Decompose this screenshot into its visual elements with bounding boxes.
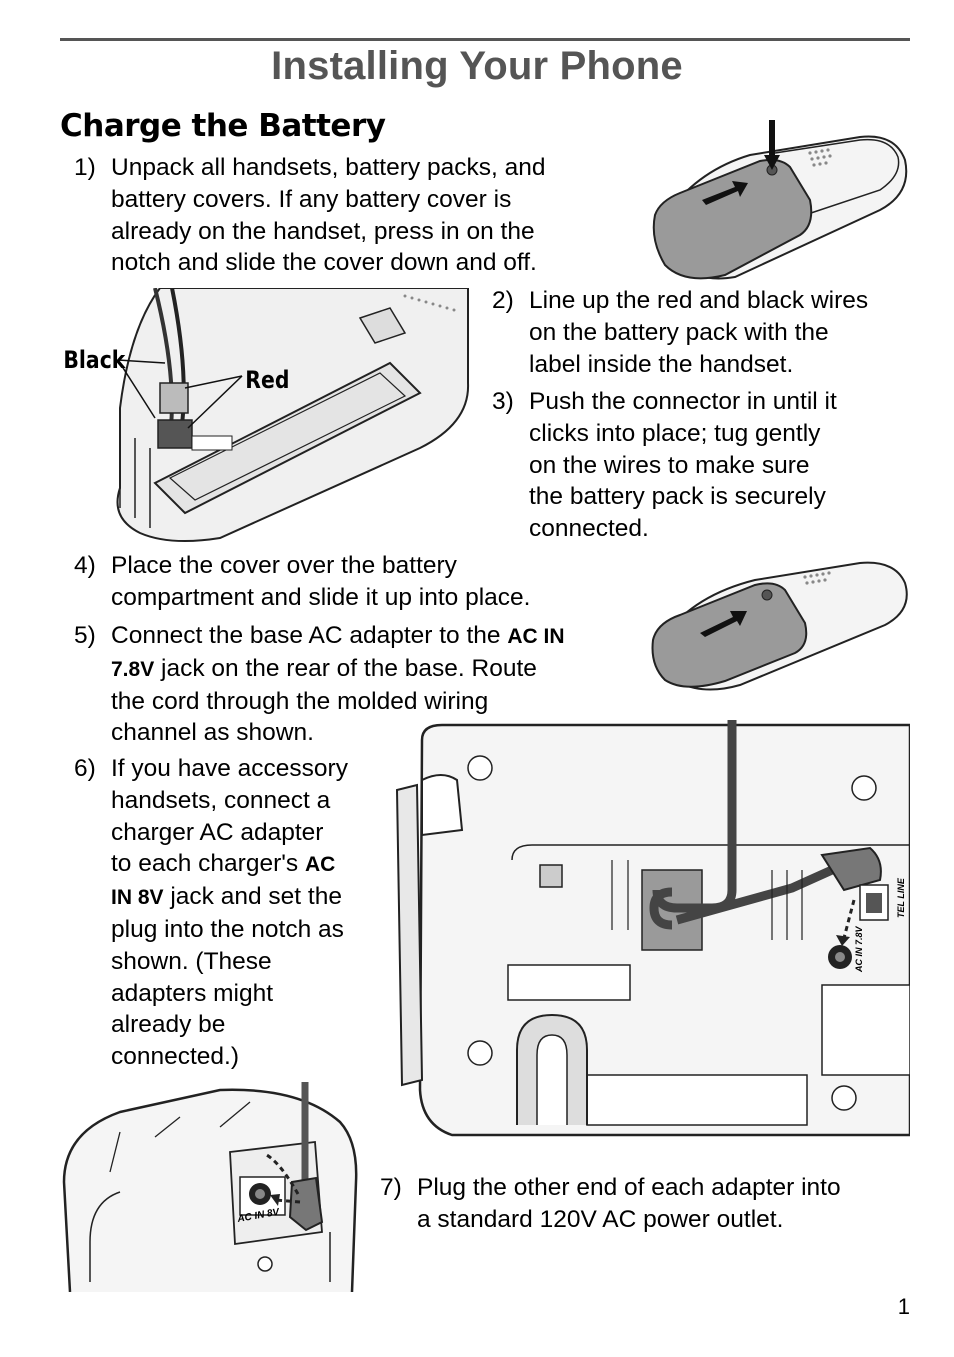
step-number: 4) xyxy=(74,552,96,579)
page-number: 1 xyxy=(897,1294,910,1319)
section-heading: Charge the Battery xyxy=(60,108,386,144)
wire-red-label: Red xyxy=(245,366,290,395)
charger-rear-illustration xyxy=(60,1082,360,1292)
step-number: 2) xyxy=(492,287,514,314)
step-text: If you have accessory handsets, connect a charger AC adapter to each charger's AC IN 8V jack and set the plug into the notch as shown. (These adapters might already be connected.) xyxy=(111,755,348,1071)
handset-cover-removal-illustration xyxy=(640,115,912,285)
step-text: Plug the other end of each adapter into a standard 120V AC power outlet. xyxy=(417,1174,841,1233)
step-text: Place the cover over the battery compartment and slide it up into place. xyxy=(111,552,531,611)
step-text: Push the connector in until it clicks into place; tug gently on the wires to make sure the battery pack is securely connected. xyxy=(529,388,837,543)
step-text: Line up the red and black wires on the battery pack with the label inside the handset. xyxy=(529,287,869,378)
step-number: 3) xyxy=(492,388,514,415)
base-rear-illustration xyxy=(392,720,910,1140)
page-title: Installing Your Phone xyxy=(271,44,683,88)
charger-jack-label: AC IN 8V xyxy=(236,1206,281,1225)
step-text: Unpack all handsets, battery packs, and battery covers. If any battery cover is already on the handset, press in on the notch and slide the cover down and off. xyxy=(111,154,546,277)
step-number: 7) xyxy=(380,1174,402,1201)
step-number: 5) xyxy=(74,622,96,649)
handset-cover-install-illustration xyxy=(645,555,913,695)
step-number: 1) xyxy=(74,154,96,181)
step-text: Connect the base AC adapter to the AC IN 7.8V jack on the rear of the base. Route the cord through the molded wiring channel as shown. xyxy=(111,622,565,747)
step-number: 6) xyxy=(74,755,96,782)
base-jack-label: AC IN 7.8V xyxy=(854,926,864,972)
header-rule xyxy=(60,38,910,41)
battery-compartment-illustration xyxy=(60,288,472,548)
base-tel-label: TEL LINE xyxy=(896,878,906,918)
wire-black-label: Black xyxy=(63,346,126,375)
